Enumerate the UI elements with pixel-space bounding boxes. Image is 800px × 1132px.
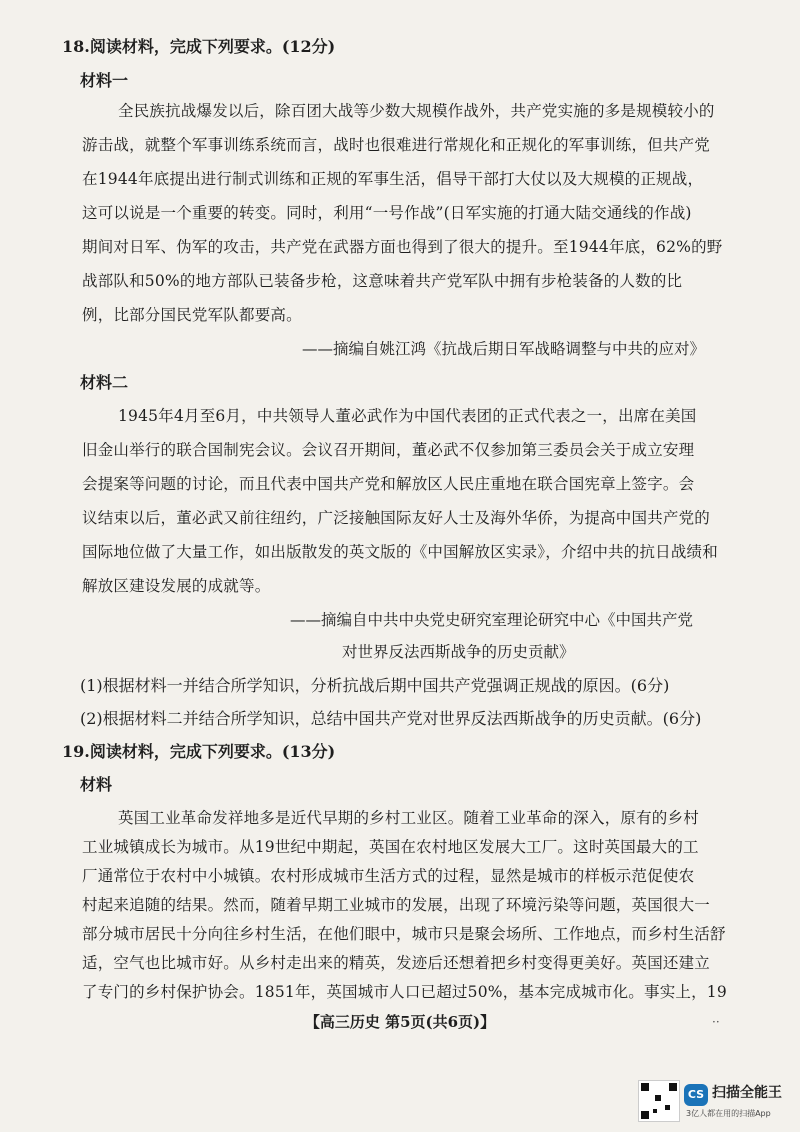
q18-m1-line: 游击战，就整个军事训练系统而言，战时也很难进行常规化和正规化的军事训练，但共产党 <box>82 136 711 154</box>
qr-code-icon <box>638 1080 680 1122</box>
q18-m1-line: 期间对日军、伪军的攻击，共产党在武器方面也得到了很大的提升。至1944年底，62%的野 <box>82 238 723 256</box>
q18-m1-line: 这可以说是一个重要的转变。同时，利用“一号作战”(日军实施的打通大陆交通线的作战) <box>82 204 692 222</box>
q18-m2-source-line1: ——摘编自中共中央党史研究室理论研究中心《中国共产党 <box>290 611 694 629</box>
q19-m-line: 厂通常位于农村中小城镇。农村形成城市生活方式的过程，显然是城市的样板示范促使农 <box>82 867 695 885</box>
q18-m2-source-line2: 对世界反法西斯战争的历史贡献》 <box>342 643 575 661</box>
q18-m1-line: 战部队和50%的地方部队已装备步枪，这意味着共产党军队中拥有步枪装备的人数的比 <box>82 272 683 290</box>
q18-m2-line: 旧金山举行的联合国制宪会议。会议召开期间，董必武不仅参加第三委员会关于成立安理 <box>82 441 695 459</box>
scanner-app-name: 扫描全能王 <box>712 1085 782 1101</box>
q18-m1-source: ——摘编自姚江鸿《抗战后期日军战略调整与中共的应对》 <box>302 340 706 358</box>
q18-m2-line: 国际地位做了大量工作，如出版散发的英文版的《中国解放区实录》，介绍中共的抗日战绩和 <box>82 543 718 561</box>
q18-title: 18.阅读材料，完成下列要求。(12分) <box>62 37 336 56</box>
q18-subquestion-2: (2)根据材料二并结合所学知识，总结中国共产党对世界反法西斯战争的历史贡献。(6分) <box>80 709 702 728</box>
q18-m2-line: 会提案等问题的讨论，而且代表中国共产党和解放区人民庄重地在联合国宪章上签字。会 <box>82 475 695 493</box>
q19-m-line: 部分城市居民十分向往乡村生活，在他们眼中，城市只是聚会场所、工作地点，而乡村生活舒 <box>82 925 726 943</box>
q18-subquestion-1: (1)根据材料一并结合所学知识，分析抗战后期中国共产党强调正规战的原因。(6分) <box>80 676 670 695</box>
q18-m2-line: 解放区建设发展的成就等。 <box>82 577 271 595</box>
q19-m-line: 工业城镇成长为城市。从19世纪中期起，英国在农村地区发展大工厂。这时英国最大的工 <box>82 838 699 856</box>
scanner-watermark <box>638 1080 788 1122</box>
q18-m1-line: 例，比部分国民党军队都要高。 <box>82 306 302 324</box>
q19-m-line: 了专门的乡村保护协会。1851年，英国城市人口已超过50%，基本完成城市化。事实上，19 <box>82 983 727 1001</box>
page-footer: 【高三历史 第5页(共6页)】 <box>304 1013 496 1031</box>
scanner-app-tagline: 3亿人都在用的扫描App <box>686 1109 771 1118</box>
q18-material1-title: 材料一 <box>80 71 129 90</box>
q18-m1-line: 全民族抗战爆发以后，除百团大战等少数大规模作战外，共产党实施的多是规模较小的 <box>118 102 715 120</box>
q18-material2-title: 材料二 <box>80 373 129 392</box>
q19-m-line: 适，空气也比城市好。从乡村走出来的精英，发迹后还想着把乡村变得更美好。英国还建立 <box>82 954 711 972</box>
q18-m1-line: 在1944年底提出进行制式训练和正规的军事生活，倡导干部打大仗以及大规模的正规战， <box>82 170 704 188</box>
camscanner-logo-icon: CS <box>684 1084 708 1106</box>
q19-title: 19.阅读材料，完成下列要求。(13分) <box>62 742 336 761</box>
footer-mark: ·· <box>712 1015 720 1029</box>
q18-m2-line: 议结束以后，董必武又前往纽约，广泛接触国际友好人士及海外华侨，为提高中国共产党的 <box>82 509 711 527</box>
q19-m-line: 村起来追随的结果。然而，随着早期工业城市的发展，出现了环境污染等问题，英国很大一 <box>82 896 711 914</box>
q18-m2-line: 1945年4月至6月，中共领导人董必武作为中国代表团的正式代表之一，出席在美国 <box>118 407 697 425</box>
q19-m-line: 英国工业革命发祥地多是近代早期的乡村工业区。随着工业革命的深入，原有的乡村 <box>118 809 699 827</box>
q19-material-title: 材料 <box>80 775 113 794</box>
